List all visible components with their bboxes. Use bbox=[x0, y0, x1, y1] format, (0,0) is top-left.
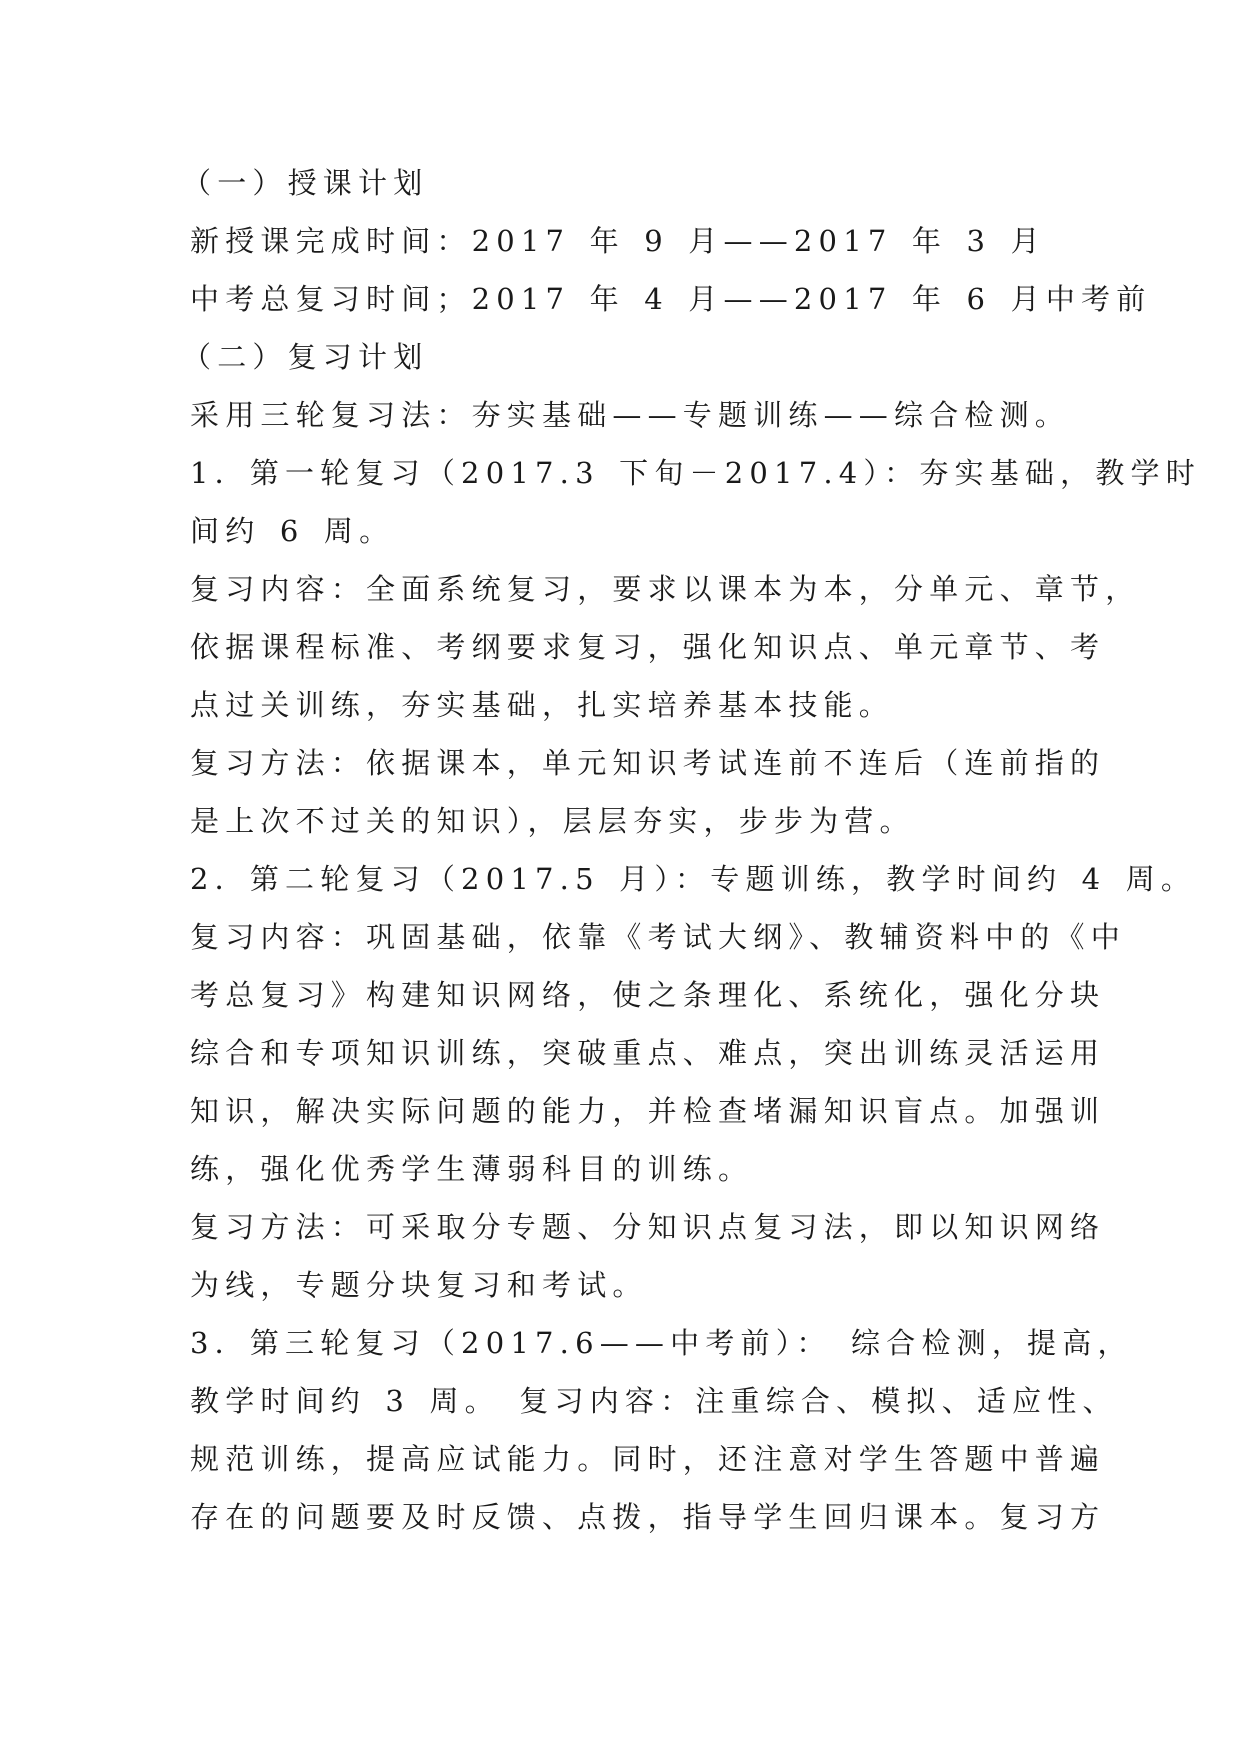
text-line: 为线，专题分块复习和考试。 bbox=[190, 1268, 648, 1302]
text-line: 存在的问题要及时反馈、点拨，指导学生回归课本。复习方 bbox=[190, 1500, 1106, 1534]
text-line: 教学时间约 3 周。 复习内容：注重综合、模拟、适应性、 bbox=[190, 1384, 1118, 1418]
text-line: 中考总复习时间；2017 年 4 月——2017 年 6 月中考前 bbox=[190, 282, 1152, 316]
text-line: 点过关训练，夯实基础，扎实培养基本技能。 bbox=[190, 688, 895, 722]
text-line: 练，强化优秀学生薄弱科目的训练。 bbox=[190, 1152, 754, 1186]
text-line: 采用三轮复习法：夯实基础——专题训练——综合检测。 bbox=[190, 398, 1071, 432]
text-line: 3．第三轮复习（2017.6——中考前）： 综合检测，提高， bbox=[190, 1326, 1133, 1360]
text-line: 复习内容：全面系统复习，要求以课本为本，分单元、章节， bbox=[190, 572, 1141, 606]
text-line: 新授课完成时间：2017 年 9 月——2017 年 3 月 bbox=[190, 224, 1046, 258]
text-line: 复习方法：依据课本，单元知识考试连前不连后（连前指的 bbox=[190, 746, 1106, 780]
text-line: 综合和专项知识训练，突破重点、难点，突出训练灵活运用 bbox=[190, 1036, 1106, 1070]
text-line: 考总复习》构建知识网络，使之条理化、系统化，强化分块 bbox=[190, 978, 1106, 1012]
text-line: 间约 6 周。 bbox=[190, 514, 395, 548]
text-line: 规范训练，提高应试能力。同时，还注意对学生答题中普遍 bbox=[190, 1442, 1106, 1476]
text-line: 1．第一轮复习（2017.3 下旬－2017.4）：夯实基础，教学时 bbox=[190, 456, 1201, 490]
section-heading-teaching-plan: （一）授课计划 bbox=[182, 166, 429, 200]
text-line: 是上次不过关的知识），层层夯实，步步为营。 bbox=[190, 804, 915, 838]
text-line: 2．第二轮复习（2017.5 月）：专题训练，教学时间约 4 周。 bbox=[190, 862, 1197, 896]
text-line: 复习内容：巩固基础，依靠《考试大纲》、教辅资料中的《中 bbox=[190, 920, 1126, 954]
text-line: 复习方法：可采取分专题、分知识点复习法，即以知识网络 bbox=[190, 1210, 1106, 1244]
text-line: 知识，解决实际问题的能力，并检查堵漏知识盲点。加强训 bbox=[190, 1094, 1106, 1128]
section-heading-review-plan: （二）复习计划 bbox=[182, 340, 429, 374]
text-line: 依据课程标准、考纲要求复习，强化知识点、单元章节、考 bbox=[190, 630, 1106, 664]
